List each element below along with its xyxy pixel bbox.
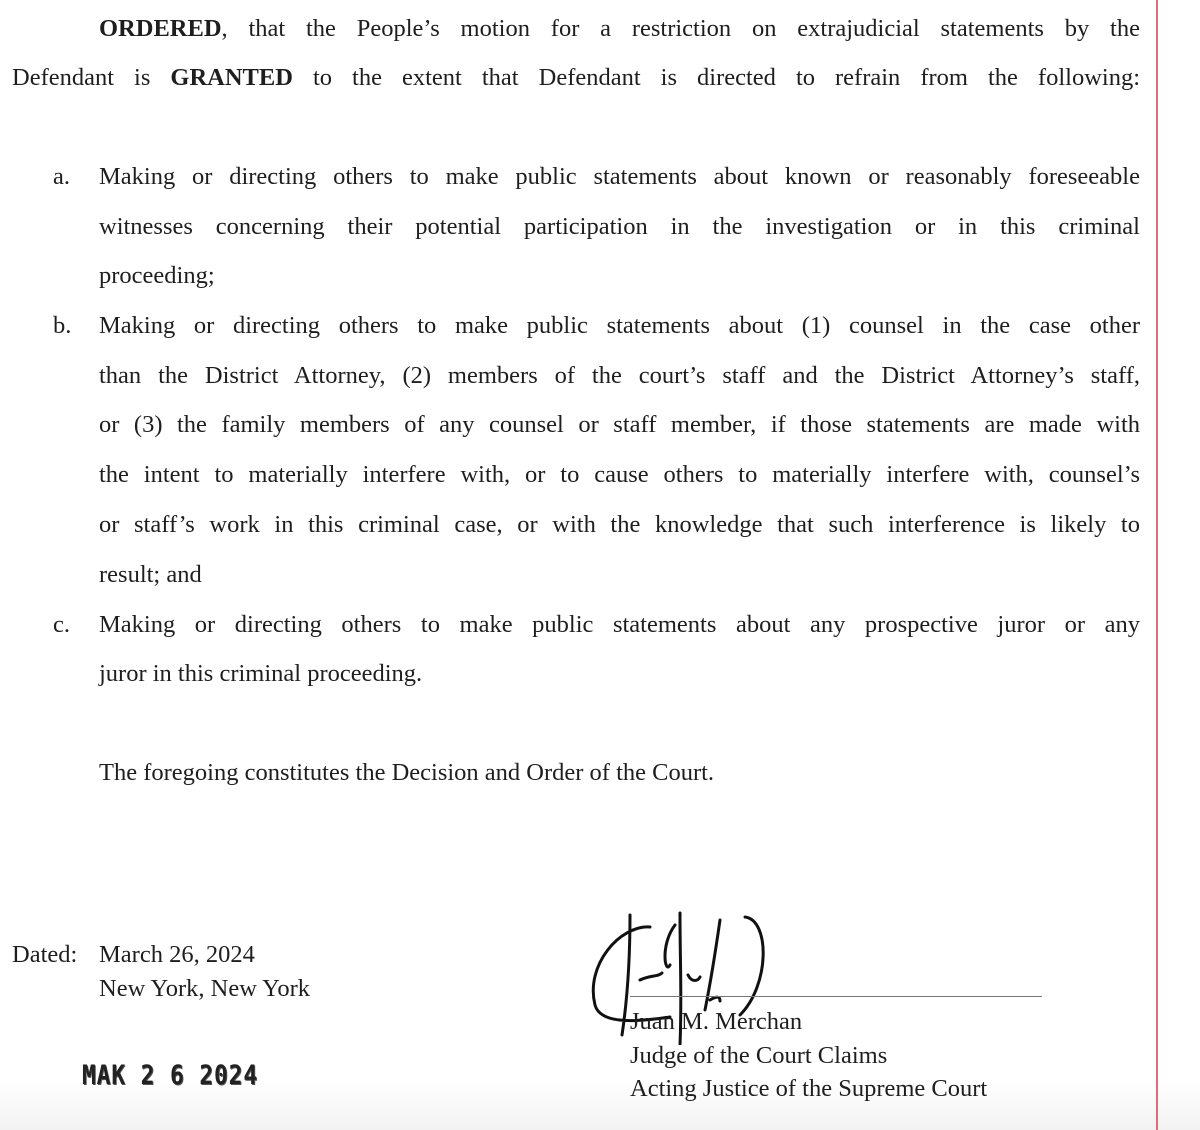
- item-b-line: than the District Attorney, (2) members of the court’s staff and the District Attorney’s staff,: [99, 362, 1140, 389]
- item-b-line: or staff’s work in this criminal case, or with the knowledge that such interference is likely to: [99, 511, 1140, 538]
- item-b-line: the intent to materially interfere with, or to cause others to materially interfere with, counsel’s: [99, 461, 1140, 488]
- item-c-line: Making or directing others to make public statements about any prospective juror or any: [99, 611, 1140, 638]
- item-a-line: witnesses concerning their potential participation in the investigation or in this criminal: [99, 213, 1140, 240]
- item-a-line: Making or directing others to make public statements about known or reasonably foreseeable: [99, 163, 1140, 190]
- signer-title-1: Judge of the Court Claims: [630, 1042, 888, 1069]
- signer-title-2: Acting Justice of the Supreme Court: [630, 1075, 988, 1102]
- item-b-line: result; and: [99, 561, 202, 588]
- closing-statement: The foregoing constitutes the Decision and Order of the Court.: [99, 759, 715, 786]
- margin-line: [1156, 0, 1158, 1130]
- order-text: to the extent that Defendant is directed to refrain from the following:: [292, 64, 1140, 91]
- item-label-a: a.: [53, 163, 70, 190]
- item-b-line: Making or directing others to make public statements about (1) counsel in the case other: [99, 312, 1140, 339]
- item-a-line: proceeding;: [99, 262, 215, 289]
- order-text: Defendant is: [12, 64, 171, 91]
- dated-place: New York, New York: [99, 975, 311, 1002]
- order-line-1: [99, 14, 1140, 44]
- item-label-b: b.: [53, 312, 72, 339]
- ordered-bold: ORDERED: [99, 15, 222, 42]
- order-line-2: [12, 63, 1140, 93]
- date-stamp: MAK 2 6 2024: [82, 1060, 259, 1091]
- dated-label: Dated:: [12, 941, 78, 968]
- signature-line: [630, 996, 1042, 997]
- order-text: , that the People’s motion for a restriction on extrajudicial statements by the: [221, 15, 1140, 42]
- item-b-line: or (3) the family members of any counsel or staff member, if those statements are made with: [99, 411, 1140, 438]
- signer-name: Juan M. Merchan: [630, 1008, 803, 1035]
- granted-bold: GRANTED: [170, 64, 293, 91]
- item-label-c: c.: [53, 611, 70, 638]
- dated-date: March 26, 2024: [99, 941, 255, 968]
- item-c-line: juror in this criminal proceeding.: [99, 660, 423, 687]
